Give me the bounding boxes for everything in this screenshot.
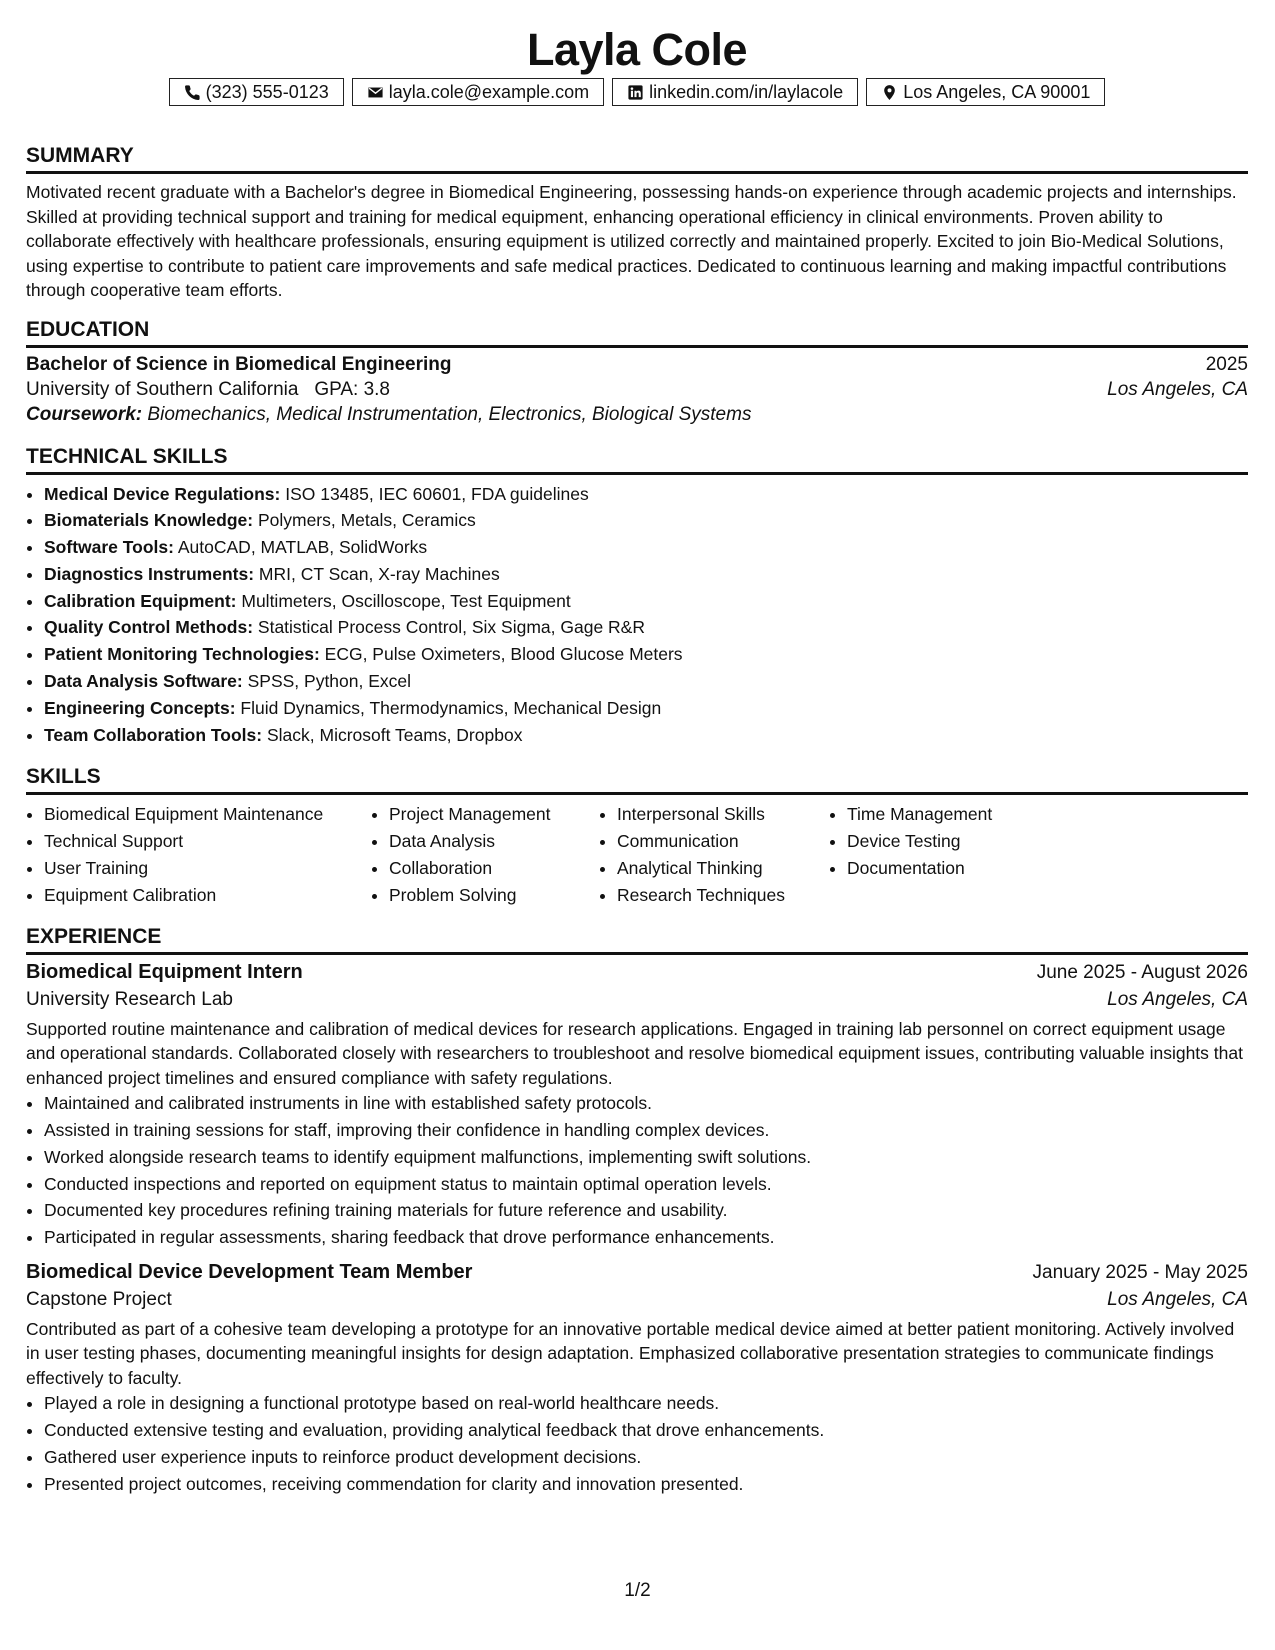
list-item	[44, 534, 1248, 561]
skill-value: Slack, Microsoft Teams, Dropbox	[266, 724, 523, 745]
contact-email[interactable]	[352, 78, 604, 106]
job-dates: June 2025 - August 2026	[1036, 961, 1248, 983]
contact-phone[interactable]	[169, 78, 344, 106]
job-dates: January 2025 - May 2025	[1032, 1261, 1248, 1283]
list-item: • Documentation	[847, 855, 1067, 882]
skills-section	[26, 765, 1248, 908]
envelope-icon	[367, 84, 384, 101]
job-bullets	[26, 1090, 1248, 1251]
list-item	[44, 614, 1248, 641]
list-item: • Presented project outcomes, receiving commendation for clarity and innovation presented.	[44, 1471, 1248, 1498]
technical-skills-list	[26, 481, 1248, 749]
school-row	[26, 379, 1248, 401]
linkedin-icon	[627, 84, 644, 101]
list-item: • Interpersonal Skills	[617, 801, 829, 828]
contact-email-text: layla.cole@example.com	[388, 82, 590, 102]
education-row	[26, 354, 1248, 376]
list-item: • Project Management	[389, 801, 599, 828]
contact-linkedin[interactable]	[612, 78, 858, 106]
list-item: • Biomedical Equipment Maintenance	[44, 801, 371, 828]
job-location: Los Angeles, CA	[1107, 988, 1248, 1010]
skill-label: Data Analysis Software:	[44, 671, 243, 692]
list-item: • Conducted inspections and reported on equipment status to maintain optimal operation levels.	[44, 1171, 1248, 1198]
skills-column	[829, 801, 1067, 908]
skill-value: Statistical Process Control, Six Sigma, Gage R&R	[257, 617, 645, 638]
gpa: GPA: 3.8	[314, 378, 390, 400]
list-item	[44, 641, 1248, 668]
list-item: • Conducted extensive testing and evaluation, providing analytical feedback that drove enhancements.	[44, 1417, 1248, 1444]
coursework-line	[26, 404, 1248, 426]
coursework-list: Biomechanics, Medical Instrumentation, Electronics, Biological Systems	[147, 403, 752, 425]
page-number: 1/2	[624, 1580, 651, 1601]
experience-heading: EXPERIENCE	[26, 925, 1248, 955]
list-item	[44, 481, 1248, 508]
contact-location-text: Los Angeles, CA 90001	[903, 82, 1091, 102]
list-item: • Technical Support	[44, 828, 371, 855]
contact-location	[866, 78, 1105, 106]
school-line	[26, 379, 390, 401]
skill-label: Calibration Equipment:	[44, 590, 237, 611]
technical-skills-section	[26, 445, 1248, 749]
skill-label: Diagnostics Instruments:	[44, 563, 255, 584]
list-item	[44, 668, 1248, 695]
list-item: • Assisted in training sessions for staff, improving their confidence in handling complex devices.	[44, 1117, 1248, 1144]
skill-value: SPSS, Python, Excel	[247, 671, 412, 692]
phone-icon	[184, 84, 201, 101]
skill-label: Engineering Concepts:	[44, 697, 236, 718]
skill-value: AutoCAD, MATLAB, SolidWorks	[177, 537, 428, 558]
skill-label: Medical Device Regulations:	[44, 483, 281, 504]
list-item	[44, 588, 1248, 615]
skills-grid	[26, 801, 1248, 908]
summary-heading: SUMMARY	[26, 144, 1248, 174]
job-header	[26, 1261, 1248, 1284]
job-title: Biomedical Device Development Team Member	[26, 1260, 473, 1283]
technical-skills-heading: TECHNICAL SKILLS	[26, 445, 1248, 475]
job-org: University Research Lab	[26, 988, 233, 1010]
contact-phone-text: (323) 555-0123	[205, 82, 329, 102]
skill-value: Multimeters, Oscilloscope, Test Equipment	[241, 590, 571, 611]
list-item: • Data Analysis	[389, 828, 599, 855]
skill-label: Software Tools:	[44, 537, 174, 558]
skills-column	[371, 801, 599, 908]
list-item: • Gathered user experience inputs to reinforce product development decisions.	[44, 1444, 1248, 1471]
school-name: University of Southern California	[26, 378, 299, 400]
skill-label: Patient Monitoring Technologies:	[44, 644, 320, 665]
list-item: • User Training	[44, 855, 371, 882]
job-title: Biomedical Equipment Intern	[26, 960, 303, 983]
skills-column	[26, 801, 371, 908]
list-item: • Worked alongside research teams to identify equipment malfunctions, implementing swift solutions.	[44, 1144, 1248, 1171]
list-item: • Communication	[617, 828, 829, 855]
contact-linkedin-text: linkedin.com/in/laylacole	[649, 82, 844, 102]
job-org: Capstone Project	[26, 1288, 172, 1310]
list-item: • Collaboration	[389, 855, 599, 882]
job-entry	[26, 1261, 1248, 1498]
skill-label: Quality Control Methods:	[44, 617, 254, 638]
list-item: • Documented key procedures refining training materials for future reference and usability.	[44, 1197, 1248, 1224]
degree: Bachelor of Science in Biomedical Engineering	[26, 353, 452, 375]
list-item	[44, 722, 1248, 749]
summary-text: Motivated recent graduate with a Bachelor's degree in Biomedical Engineering, possessing hands-on experience through academic projects and internships. Skilled at providing technical support and training for medical equipment, enhancing operational efficiency in clinical environments. Proven ability to collaborate effectively with healthcare professionals, ensuring equipment is utilized correctly and maintained properly. Excited to join Bio-Medical Solutions, using expertise to contribute to patient care improvements and safe medical practices. Dedicated to continuous learning and making impactful contributions through cooperative team efforts.	[26, 182, 1237, 300]
resume-page	[26, 0, 1248, 1498]
list-item: • Analytical Thinking	[617, 855, 829, 882]
candidate-name: Layla Cole	[526, 24, 748, 75]
skill-value: ECG, Pulse Oximeters, Blood Glucose Meters	[324, 644, 683, 665]
education-section	[26, 318, 1248, 426]
job-bullets	[26, 1390, 1248, 1497]
summary-section	[26, 144, 1248, 303]
list-item	[44, 507, 1248, 534]
job-location: Los Angeles, CA	[1107, 1288, 1248, 1310]
skills-column	[599, 801, 829, 908]
list-item: • Problem Solving	[389, 882, 599, 909]
skill-label: Biomaterials Knowledge:	[44, 510, 254, 531]
school-location: Los Angeles, CA	[1107, 378, 1248, 400]
list-item: • Device Testing	[847, 828, 1067, 855]
job-org-row	[26, 989, 1248, 1011]
graduation-year: 2025	[1205, 353, 1248, 375]
experience-section	[26, 925, 1248, 1498]
skill-value: ISO 13485, IEC 60601, FDA guidelines	[285, 483, 589, 504]
skills-heading: SKILLS	[26, 765, 1248, 795]
job-description: Supported routine maintenance and calibration of medical devices for research applications. Engaged in training lab personnel on correct equipment usage and operational standards. Collaborated closely with researchers to troubleshoot and resolve biomedical equipment issues, contributing valuable insights that enhanced project timelines and ensured compliance with safety regulations.	[26, 1018, 1243, 1088]
contact-bar	[26, 78, 1248, 106]
education-heading: EDUCATION	[26, 318, 1248, 348]
job-description: Contributed as part of a cohesive team developing a prototype for an innovative portable medical device aimed at better patient monitoring. Actively involved in user testing phases, documenting meaningful insights for design adaptation. Emphasized collaborative presentation strategies to communicate findings effectively to faculty.	[26, 1318, 1235, 1388]
list-item	[44, 561, 1248, 588]
skill-label: Team Collaboration Tools:	[44, 724, 263, 745]
list-item: • Equipment Calibration	[44, 882, 371, 909]
job-org-row	[26, 1289, 1248, 1311]
map-pin-icon	[881, 84, 898, 101]
list-item: • Played a role in designing a functional prototype based on real-world healthcare needs.	[44, 1390, 1248, 1417]
skill-value: Polymers, Metals, Ceramics	[257, 510, 476, 531]
list-item: • Research Techniques	[617, 882, 829, 909]
list-item: • Time Management	[847, 801, 1067, 828]
skill-value: MRI, CT Scan, X-ray Machines	[258, 563, 500, 584]
list-item: • Participated in regular assessments, sharing feedback that drove performance enhancements.	[44, 1224, 1248, 1251]
job-header	[26, 961, 1248, 984]
coursework-label: Coursework:	[26, 403, 143, 425]
list-item: • Maintained and calibrated instruments in line with established safety protocols.	[44, 1090, 1248, 1117]
list-item	[44, 695, 1248, 722]
skill-value: Fluid Dynamics, Thermodynamics, Mechanical Design	[240, 697, 662, 718]
job-entry	[26, 961, 1248, 1251]
